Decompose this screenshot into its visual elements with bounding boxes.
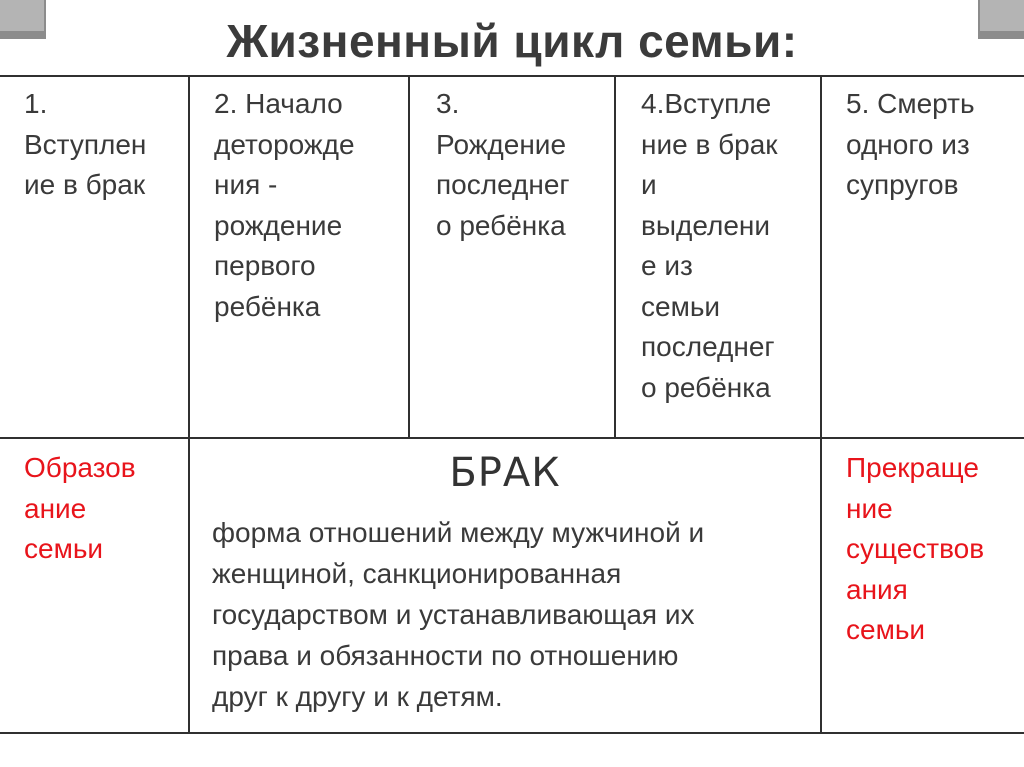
column-divider-3 (614, 76, 616, 438)
table-top-border (0, 75, 1024, 77)
marriage-definition: форма отношений между мужчиной и женщиной, санкционированная государством и устанавливающая их права и обязанности по отношению друг к другу и к детям. (212, 517, 705, 712)
stage-3-cell: 3. Рождение последнег о ребёнка (436, 88, 570, 241)
family-formation-cell: Образов ание семьи (24, 452, 136, 564)
table-bottom-border (0, 732, 1024, 734)
table-row-divider (0, 437, 1024, 439)
marriage-title: БРАК (449, 450, 561, 496)
family-termination-cell: Прекраще ние существов ания семьи (846, 452, 985, 645)
stage-5-cell: 5. Смерть одного из супругов (846, 88, 975, 200)
page-title: Жизненный цикл семьи: (226, 15, 798, 67)
stage-2-cell: 2. Начало деторожде ния - рождение первого ребёнка (214, 88, 355, 322)
stage-4-cell: 4.Вступле ние в брак и выделени е из семьи последнег о ребёнка (641, 88, 778, 403)
column-divider-1 (188, 76, 190, 733)
column-divider-2 (408, 76, 410, 438)
stage-1-cell: 1. Вступлен ие в брак (24, 88, 147, 200)
